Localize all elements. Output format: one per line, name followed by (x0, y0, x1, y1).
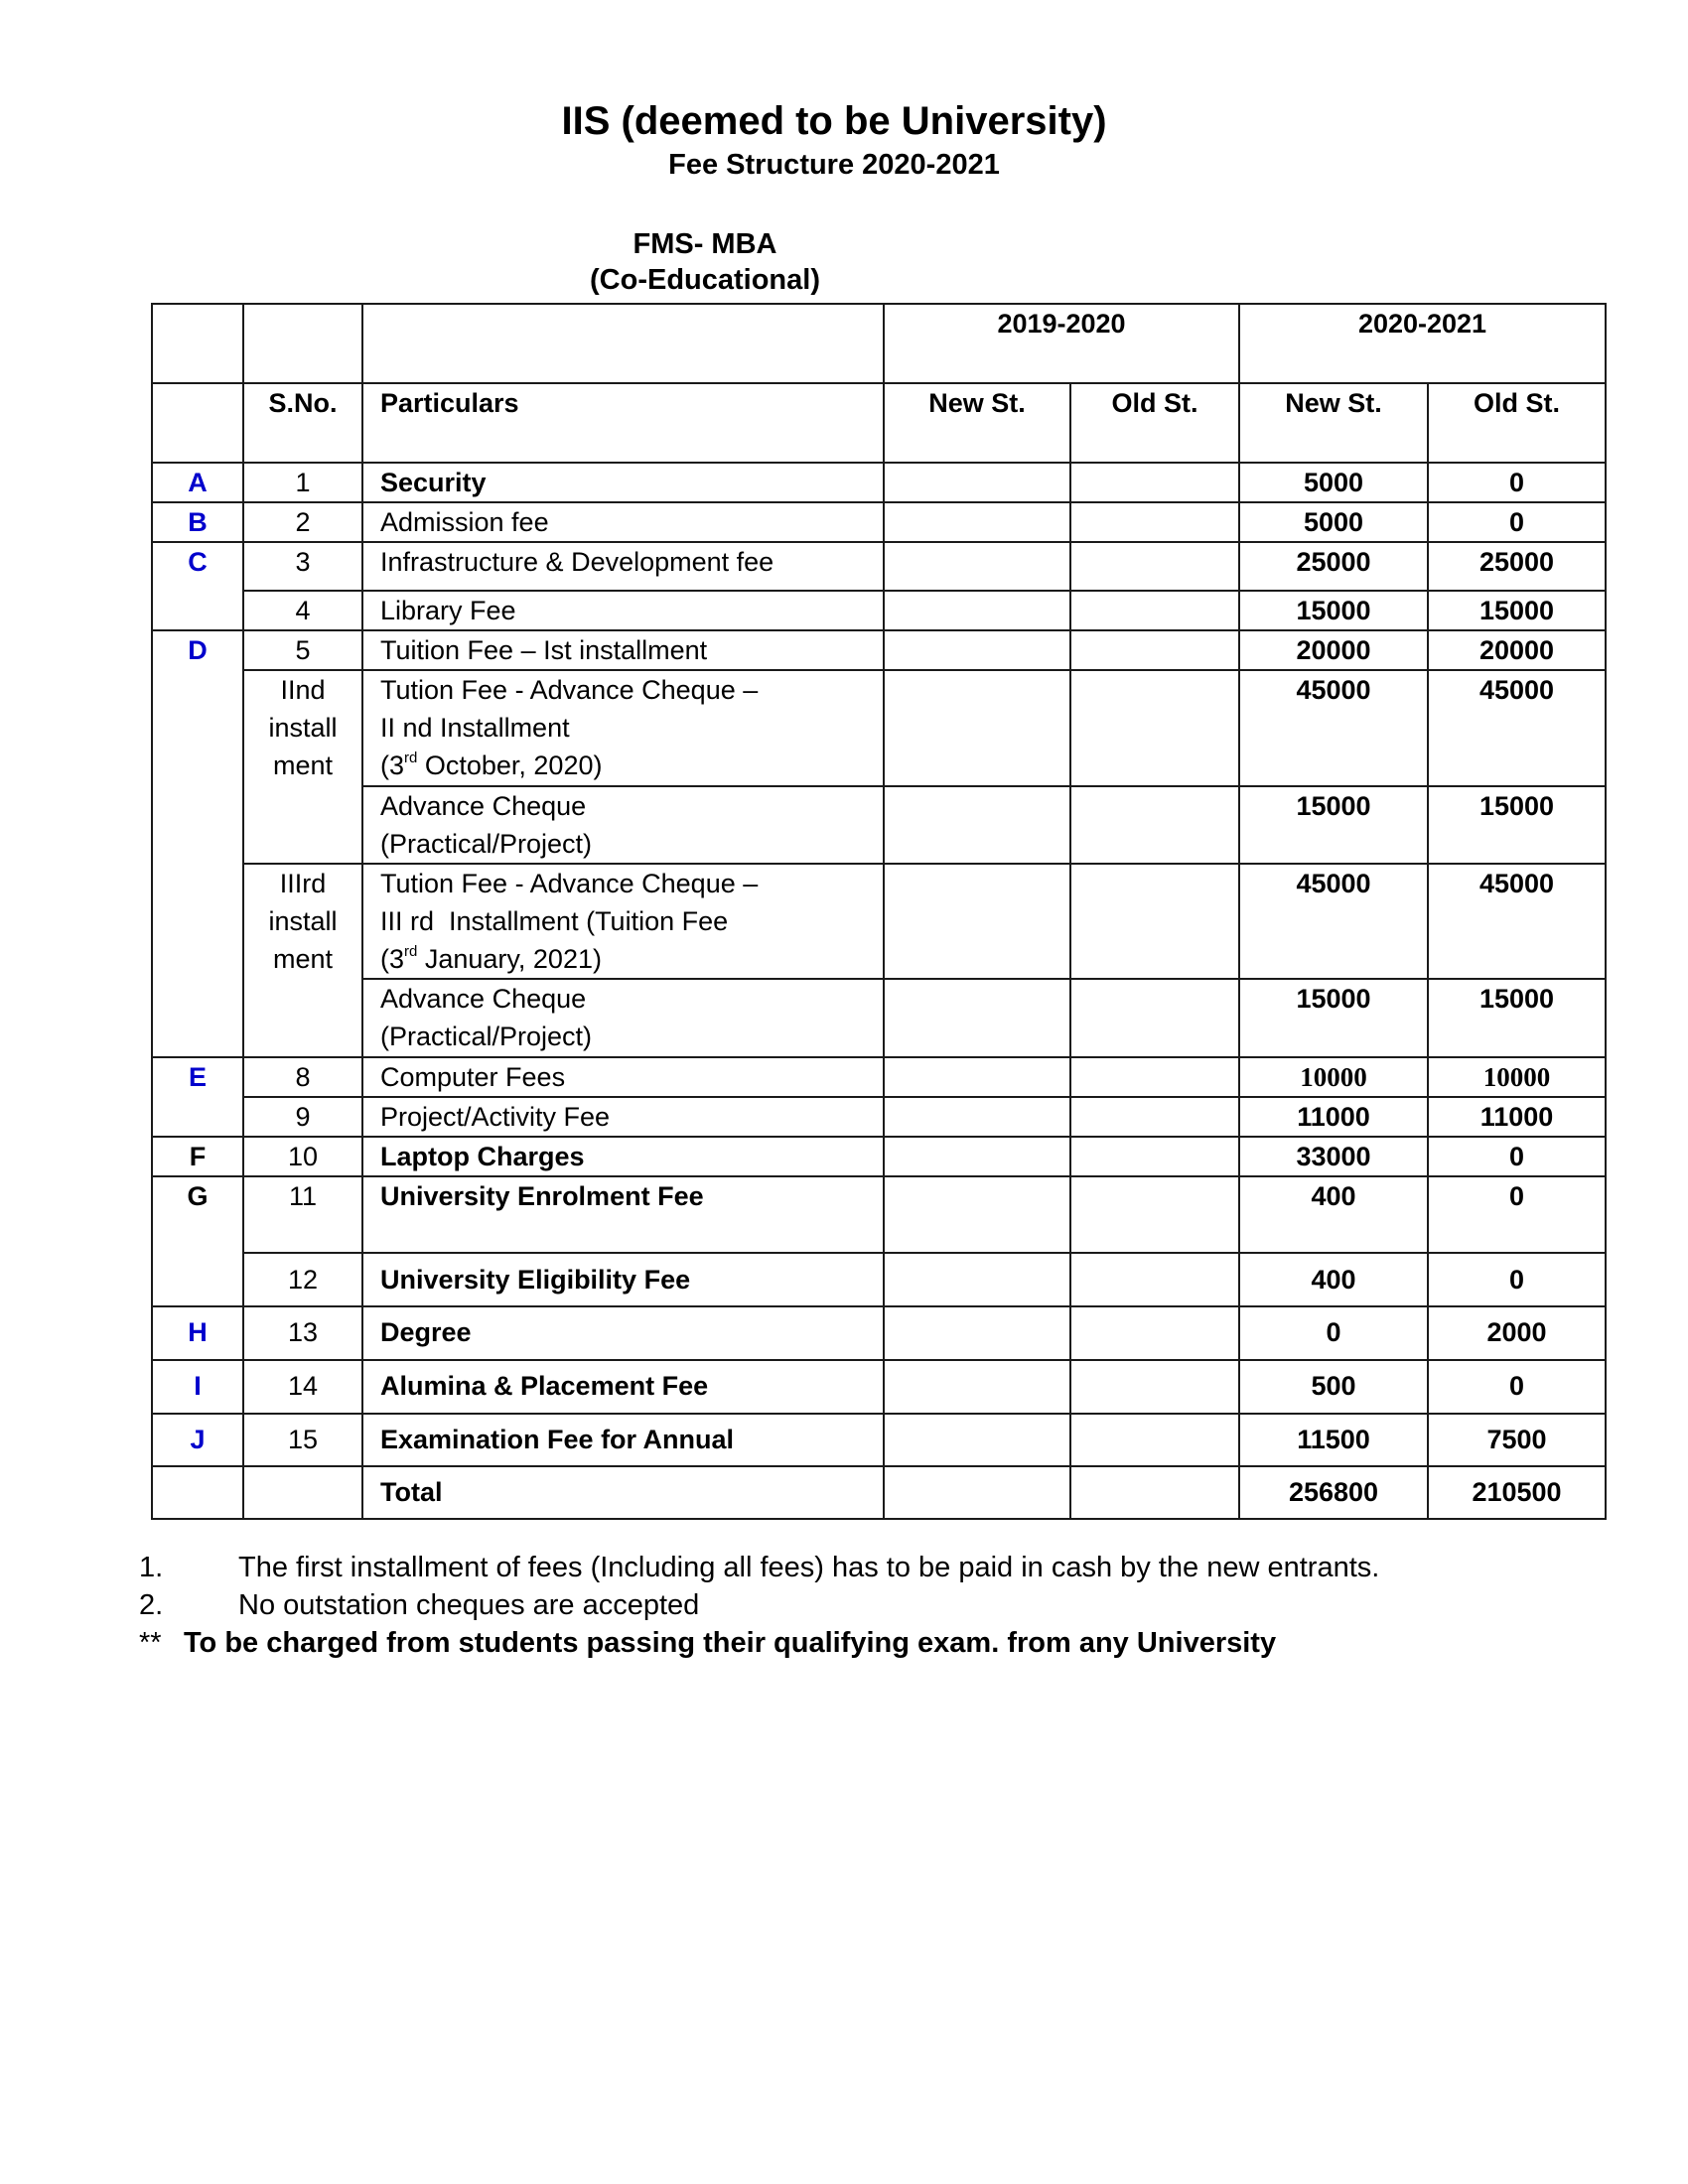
old-2020-cell: 15000 (1428, 979, 1606, 1057)
new-2020-cell: 0 (1239, 1306, 1428, 1360)
sno-line: IInd (280, 675, 326, 705)
particulars-cell: Laptop Charges (362, 1137, 884, 1176)
new-2020-cell: 11000 (1239, 1097, 1428, 1137)
old-2019-cell (1070, 1097, 1239, 1137)
table-row (152, 670, 1606, 786)
new-2019-cell (884, 864, 1070, 979)
old-2019-cell (1070, 1306, 1239, 1360)
particulars-cell (362, 979, 884, 1057)
old-2019-cell (1070, 630, 1239, 670)
year-header-2019: 2019-2020 (884, 304, 1239, 383)
footnote-marker: 1. (139, 1552, 164, 1583)
old-2020-cell: 2000 (1428, 1306, 1606, 1360)
program-name: FMS- MBA (633, 228, 777, 260)
col-header-old-2020: Old St. (1428, 383, 1606, 463)
group-letter: F (152, 1137, 243, 1176)
new-2020-cell: 25000 (1239, 542, 1428, 591)
col-header-new-2019: New St. (884, 383, 1070, 463)
table-row (152, 1306, 1606, 1360)
particulars-line: Advance Cheque (380, 984, 587, 1014)
particulars-cell (362, 786, 884, 864)
particulars-line: Advance Cheque (380, 791, 587, 821)
old-2020-cell: 7500 (1428, 1414, 1606, 1466)
table-row (152, 1057, 1606, 1097)
old-2019-cell (1070, 1137, 1239, 1176)
table-row (152, 463, 1606, 502)
old-2019-cell (1070, 670, 1239, 786)
old-2020-cell: 20000 (1428, 630, 1606, 670)
new-2019-cell (884, 1253, 1070, 1306)
new-2019-cell (884, 1306, 1070, 1360)
old-2020-cell: 25000 (1428, 542, 1606, 591)
particulars-cell: Project/Activity Fee (362, 1097, 884, 1137)
new-2019-cell (884, 1097, 1070, 1137)
old-2019-cell (1070, 502, 1239, 542)
particulars-cell: University Eligibility Fee (362, 1253, 884, 1306)
new-2019-cell (884, 670, 1070, 786)
table-row (152, 979, 1606, 1057)
year-header-row (152, 304, 1606, 383)
particulars-cell: Alumina & Placement Fee (362, 1360, 884, 1414)
old-2019-cell (1070, 1176, 1239, 1253)
old-2019-cell (1070, 1057, 1239, 1097)
old-2020-cell: 0 (1428, 463, 1606, 502)
table-row (152, 630, 1606, 670)
new-2019-cell (884, 1057, 1070, 1097)
old-2019-cell (1070, 1253, 1239, 1306)
new-2020-cell: 45000 (1239, 670, 1428, 786)
old-2019-cell (1070, 463, 1239, 502)
particulars-cell: Computer Fees (362, 1057, 884, 1097)
particulars-line: (3rd January, 2021) (380, 943, 602, 974)
old-2019-cell (1070, 1414, 1239, 1466)
group-letter: C (152, 542, 243, 630)
group-letter: J (152, 1414, 243, 1466)
particulars-cell: Security (362, 463, 884, 502)
column-header-row (152, 383, 1606, 463)
table-row (152, 1097, 1606, 1137)
new-2019-cell (884, 1137, 1070, 1176)
particulars-line: (Practical/Project) (380, 1022, 593, 1051)
total-row (152, 1466, 1606, 1519)
old-2019-cell (1070, 864, 1239, 979)
empty-cell (152, 1466, 243, 1519)
old-2019-cell (1070, 979, 1239, 1057)
sno-line: ment (272, 944, 334, 974)
group-letter: A (152, 463, 243, 502)
particulars-line: Tution Fee - Advance Cheque – (380, 675, 759, 705)
empty-cell (243, 304, 362, 383)
old-2020-cell: 45000 (1428, 864, 1606, 979)
group-letter: B (152, 502, 243, 542)
table-row (152, 591, 1606, 630)
new-2019-cell (884, 1414, 1070, 1466)
particulars-cell: Infrastructure & Development fee (362, 542, 884, 591)
total-new-2020: 256800 (1239, 1466, 1428, 1519)
new-2019-cell (884, 542, 1070, 591)
sno-cell: 1 (243, 463, 362, 502)
empty-cell (1070, 1466, 1239, 1519)
footnote-marker: ** (139, 1627, 162, 1659)
old-2019-cell (1070, 591, 1239, 630)
old-2020-cell: 45000 (1428, 670, 1606, 786)
footnote-text: To be charged from students passing their qualifying exam. from any University (184, 1627, 1277, 1659)
year-header-2020: 2020-2021 (1239, 304, 1606, 383)
old-2019-cell (1070, 542, 1239, 591)
sno-cell: 14 (243, 1360, 362, 1414)
sno-cell: 4 (243, 591, 362, 630)
sno-cell: 11 (243, 1176, 362, 1253)
table-row (152, 502, 1606, 542)
particulars-line: (Practical/Project) (380, 829, 593, 859)
new-2020-cell: 400 (1239, 1253, 1428, 1306)
old-2020-cell: 15000 (1428, 591, 1606, 630)
footnote-marker: 2. (139, 1589, 164, 1621)
new-2019-cell (884, 979, 1070, 1057)
particulars-cell (362, 670, 884, 786)
old-2020-cell: 0 (1428, 502, 1606, 542)
empty-cell (884, 1466, 1070, 1519)
particulars-line: Tution Fee - Advance Cheque – (380, 869, 759, 898)
university-title: IIS (deemed to be University) (561, 99, 1107, 143)
new-2020-cell: 15000 (1239, 591, 1428, 630)
old-2020-cell: 15000 (1428, 786, 1606, 864)
new-2020-cell: 45000 (1239, 864, 1428, 979)
group-letter: I (152, 1360, 243, 1414)
group-letter: E (152, 1057, 243, 1137)
sno-cell: 9 (243, 1097, 362, 1137)
new-2019-cell (884, 630, 1070, 670)
sno-line: install (268, 906, 338, 936)
sno-cell: 8 (243, 1057, 362, 1097)
particulars-line: II nd Installment (380, 713, 570, 743)
empty-cell (152, 383, 243, 463)
empty-cell (152, 304, 243, 383)
particulars-line: III rd Installment (Tuition Fee (380, 906, 729, 936)
table-row (152, 542, 1606, 591)
new-2020-cell: 11500 (1239, 1414, 1428, 1466)
new-2019-cell (884, 1360, 1070, 1414)
col-header-new-2020: New St. (1239, 383, 1428, 463)
particulars-cell: Admission fee (362, 502, 884, 542)
fee-structure-subtitle: Fee Structure 2020-2021 (668, 149, 1000, 181)
table-row (152, 1360, 1606, 1414)
program-type: (Co-Educational) (590, 264, 820, 296)
sno-cell: 15 (243, 1414, 362, 1466)
sno-cell-iii-installment (243, 864, 362, 1057)
old-2020-cell: 0 (1428, 1176, 1606, 1253)
particulars-cell: Examination Fee for Annual (362, 1414, 884, 1466)
old-2019-cell (1070, 786, 1239, 864)
table-row (152, 786, 1606, 864)
old-2020-cell: 0 (1428, 1360, 1606, 1414)
old-2020-cell: 0 (1428, 1137, 1606, 1176)
sno-cell: 2 (243, 502, 362, 542)
sno-line: ment (272, 751, 334, 780)
sno-line: install (268, 713, 338, 743)
old-2020-cell: 11000 (1428, 1097, 1606, 1137)
table-row (152, 864, 1606, 979)
old-2020-cell: 0 (1428, 1253, 1606, 1306)
particulars-cell: Degree (362, 1306, 884, 1360)
new-2020-cell: 10000 (1239, 1057, 1428, 1097)
table-row (152, 1137, 1606, 1176)
footnote-text: The first installment of fees (Including all fees) has to be paid in cash by the new entrants. (238, 1552, 1380, 1583)
footnote-text: No outstation cheques are accepted (238, 1589, 700, 1621)
empty-cell (362, 304, 884, 383)
group-letter: H (152, 1306, 243, 1360)
group-letter: G (152, 1176, 243, 1306)
particulars-cell: Library Fee (362, 591, 884, 630)
new-2020-cell: 400 (1239, 1176, 1428, 1253)
new-2020-cell: 5000 (1239, 502, 1428, 542)
empty-cell (243, 1466, 362, 1519)
new-2019-cell (884, 502, 1070, 542)
new-2020-cell: 20000 (1239, 630, 1428, 670)
new-2020-cell: 15000 (1239, 979, 1428, 1057)
particulars-cell: Tuition Fee – Ist installment (362, 630, 884, 670)
total-old-2020: 210500 (1428, 1466, 1606, 1519)
fee-table (151, 303, 1607, 1520)
col-header-old-2019: Old St. (1070, 383, 1239, 463)
table-row (152, 1176, 1606, 1253)
col-header-particulars: Particulars (362, 383, 884, 463)
table-row (152, 1414, 1606, 1466)
new-2020-cell: 15000 (1239, 786, 1428, 864)
new-2020-cell: 33000 (1239, 1137, 1428, 1176)
new-2020-cell: 5000 (1239, 463, 1428, 502)
new-2019-cell (884, 463, 1070, 502)
new-2020-cell: 500 (1239, 1360, 1428, 1414)
particulars-cell: University Enrolment Fee (362, 1176, 884, 1253)
new-2019-cell (884, 786, 1070, 864)
new-2019-cell (884, 1176, 1070, 1253)
sno-cell: 3 (243, 542, 362, 591)
particulars-cell (362, 864, 884, 979)
total-label: Total (362, 1466, 884, 1519)
sno-cell: 13 (243, 1306, 362, 1360)
old-2019-cell (1070, 1360, 1239, 1414)
sno-cell: 12 (243, 1253, 362, 1306)
new-2019-cell (884, 591, 1070, 630)
sno-cell: 5 (243, 630, 362, 670)
sno-line: IIIrd (279, 869, 327, 898)
particulars-line: (3rd October, 2020) (380, 750, 603, 780)
sno-cell-ii-installment (243, 670, 362, 864)
group-letter: D (152, 630, 243, 1057)
old-2020-cell: 10000 (1428, 1057, 1606, 1097)
col-header-sno: S.No. (243, 383, 362, 463)
table-row (152, 1253, 1606, 1306)
sno-cell: 10 (243, 1137, 362, 1176)
